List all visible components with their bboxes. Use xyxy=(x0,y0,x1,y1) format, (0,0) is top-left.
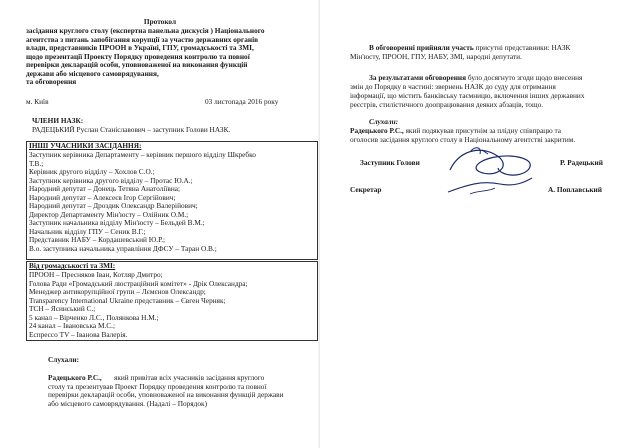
date: 03 листопада 2016 року xyxy=(205,97,279,106)
participant-line: Начальник відділу ГПУ – Сеник В.Г.; xyxy=(29,226,146,236)
participant-line: Керівник другого відділу – Хохлов С.О.; xyxy=(29,167,155,176)
results-lead: За результатами обговорення xyxy=(369,73,467,82)
results-text: було досягнуто згоди щодо внесення xyxy=(467,73,583,82)
results-line: реєстрів, стилістичного доопрацювання деяких абзаців, тощо. xyxy=(350,100,544,109)
public-line: Еспрессо TV – Іванова Валерія. xyxy=(29,329,128,339)
discussion-text: присутні представники: НАЗК xyxy=(475,43,571,52)
public-line: 5 канал – Вірченко Л.С., Полянкова Н.М.; xyxy=(29,312,159,322)
closing-line: оголосив засідання круглого столу в Національному агентстві закритим. xyxy=(350,135,576,144)
public-line: ПРООН – Пресняков Іван, Котляр Дмитро; xyxy=(29,270,163,279)
closing-text: який подякував присутнім за плідну співпрацю та xyxy=(405,126,562,135)
secretary-name: А. Поплавський xyxy=(548,185,602,194)
participant-line: Народний депутат – Алексеєв Ігор Сергійович; xyxy=(29,192,176,202)
results-line: інформації, що містить банківську таємницю, включення інших державних xyxy=(350,91,585,100)
public-line: Transparency International Ukraine представник – Євген Черняк; xyxy=(29,295,226,305)
participant-line: В.о. заступника начальника управління ДФСУ – Таран О.В.; xyxy=(29,243,217,253)
participant-line: Представник НАБУ – Кордашевський Ю.Р.; xyxy=(29,235,166,244)
secretary-label: Секретар xyxy=(350,185,382,194)
subtitle-line: засідання круглого столу (експертна панельна дискусія ) Національного xyxy=(26,26,265,35)
participant-line: Народний депутат – Дроздик Олександр Валерійович; xyxy=(29,201,198,210)
subtitle-line: щодо презентації Проекту Порядку проведення контролю та повної xyxy=(26,51,250,61)
public-line: Менеджер антикорупційної групи – Лємєнов Олександр; xyxy=(29,287,206,296)
discussion-lead: В обговоренні прийняли участь xyxy=(369,43,474,52)
public-heading: Від громадськості та ЗМІ: xyxy=(29,261,116,270)
participants-heading: ІНШІ УЧАСНИКИ ЗАСІДАННЯ: xyxy=(29,141,142,150)
participant-line: Директор Департаменту Мін'юсту – Олійник О.М.; xyxy=(29,209,189,219)
subtitle-line: агентства з питань запобігання корупції за участю державних органів xyxy=(26,34,259,44)
chair-name: Р. Радецький xyxy=(560,158,603,167)
listened-text: який привітав всіх учасників засідання круглого xyxy=(114,373,265,382)
participant-line: Т.В.; xyxy=(29,158,44,168)
discussion-line: Мін'юсту, ПРООН, ГПУ, НАБУ, ЗМІ, народні депутати. xyxy=(350,52,522,61)
closing-speaker: Радецького Р.С., xyxy=(350,126,404,135)
public-line: 24 канал – Івановська М.С.; xyxy=(29,321,116,330)
listened-speaker: Радецького Р.С., xyxy=(48,373,102,382)
right-page xyxy=(320,0,640,448)
chair-label: Заступник Голови xyxy=(360,158,420,167)
members-heading: ЧЛЕНИ НАЗК: xyxy=(32,116,84,125)
participant-line: Заступник керівника другого відділу – Протас Ю.А.; xyxy=(29,175,193,185)
participant-line: Заступник керівника Департаменту – керівник першого відділу Шкребко xyxy=(29,150,256,159)
listened-text: столу та презентував Проект Порядку проведення контролю та повної xyxy=(48,381,267,391)
subtitle-line: влади, представників ПРООН в Україні, ГПУ, громадськості та ЗМІ, xyxy=(26,43,254,52)
city: м. Київ xyxy=(26,97,49,106)
results-line: змін до Порядку в частині: звернень НАЗК до суду для отримання xyxy=(350,82,556,91)
participant-line: Заступник начальника відділу Мін'юсту – Бельдей В.М.; xyxy=(29,218,205,227)
member-line: РАДЕЦЬКИЙ Руслан Станіславович – заступник Голови НАЗК. xyxy=(32,125,231,134)
listened-heading: Слухали: xyxy=(48,355,80,364)
subtitle-line: перевірки декларацій особи, уповноваженої на виконання функцій xyxy=(26,60,248,69)
public-line: Голова Ради «Громадський люстраційний комітет» - Дрік Олександра; xyxy=(29,278,248,288)
subtitle-line: держави або місцевого самоврядування, xyxy=(26,68,159,78)
closing-heading: Слухали: xyxy=(369,117,399,126)
document-title: Протокол xyxy=(143,17,177,26)
listened-text: перевірки декларацій особи, уповноваженої на виконання функцій держави xyxy=(48,390,284,399)
participant-line: Народний депутат – Донець Тетяна Анатоліївна; xyxy=(29,184,181,193)
listened-text: або місцевого самоврядування. (Надалі – Порядок) xyxy=(48,398,208,408)
subtitle-line: та обговорення xyxy=(26,77,77,86)
public-line: ТСН – Ясинський С.; xyxy=(29,304,96,313)
secretary-signature xyxy=(440,172,540,202)
